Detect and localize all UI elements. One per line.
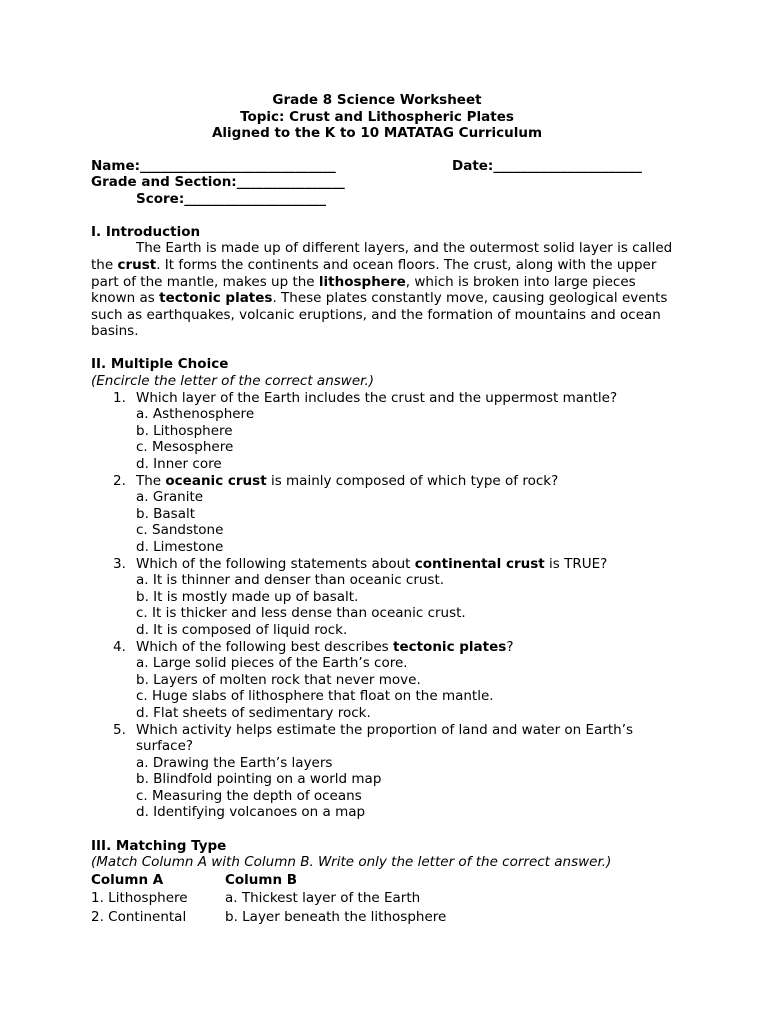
choice-d[interactable]: d. Inner core: [136, 456, 222, 472]
worksheet-title: Grade 8 Science Worksheet: [272, 92, 482, 108]
name-field[interactable]: Name:_____________________________: [91, 157, 336, 174]
choice-b[interactable]: b. Basalt: [136, 505, 196, 522]
column-a-header: Column A: [91, 871, 164, 888]
grade-section-field[interactable]: Grade and Section:________________: [91, 174, 345, 191]
introduction-section: [91, 240, 681, 340]
term-tectonic-plates: tectonic plates: [159, 290, 273, 307]
column-a-item: 2. Continental: [91, 908, 187, 925]
choice-c[interactable]: c. Sandstone: [136, 522, 224, 539]
question-4: [91, 639, 681, 722]
choice-a[interactable]: a. Asthenosphere: [136, 406, 255, 423]
matching-header-row: [91, 872, 446, 891]
question-2: [91, 473, 681, 556]
term-continental-crust: continental crust: [414, 555, 545, 572]
table-row: [91, 890, 446, 909]
choice-b[interactable]: b. Lithosphere: [136, 422, 233, 439]
matching-title: III. Matching Type: [91, 837, 227, 854]
question-3: [91, 556, 681, 639]
choice-a[interactable]: a. Granite: [136, 489, 204, 506]
choice-d[interactable]: d. Identifying volcanoes on a map: [136, 804, 366, 821]
question-text: Which layer of the Earth includes the crust and the uppermost mantle?: [136, 389, 618, 406]
choice-a[interactable]: a. Drawing the Earth’s layers: [136, 754, 333, 771]
choice-b[interactable]: b. It is mostly made up of basalt.: [136, 588, 359, 605]
score-field[interactable]: Score:_____________________: [136, 190, 326, 207]
choice-c[interactable]: c. Huge slabs of lithosphere that float on the mantle.: [136, 688, 494, 705]
worksheet-topic: Topic: Crust and Lithospheric Plates: [240, 108, 514, 125]
term-crust: crust: [117, 256, 157, 273]
question-text: The oceanic crust is mainly composed of which type of rock?: [136, 472, 559, 489]
term-tectonic-plates: tectonic plates: [392, 638, 507, 655]
table-row: [91, 909, 446, 928]
worksheet-curriculum: Aligned to the K to 10 MATATAG Curriculum: [211, 125, 543, 141]
choice-c[interactable]: c. Mesosphere: [136, 439, 234, 456]
multiple-choice-title: II. Multiple Choice: [91, 356, 229, 373]
column-b-header: Column B: [225, 871, 298, 888]
term-lithosphere: lithosphere: [318, 273, 406, 290]
question-text: Which of the following statements about continental crust is TRUE?: [136, 555, 608, 572]
choice-a[interactable]: a. It is thinner and denser than oceanic crust.: [136, 572, 445, 589]
column-b-item: a. Thickest layer of the Earth: [225, 890, 421, 907]
choice-d[interactable]: d. Flat sheets of sedimentary rock.: [136, 704, 371, 721]
multiple-choice-instruction: (Encircle the letter of the correct answer.): [91, 373, 375, 390]
question-number: 1.: [113, 389, 126, 406]
question-5: [91, 722, 681, 822]
term-oceanic-crust: oceanic crust: [165, 472, 267, 489]
choice-a[interactable]: a. Large solid pieces of the Earth’s core.: [136, 655, 408, 672]
introduction-paragraph: The Earth is made up of different layers, and the outermost solid layer is called the crust. It forms the continents and ocean floors. The crust, along with the upper part of the mantle, makes up the lithosphere, which is broken into large pieces known as tectonic plates. These plates constantly move, causing geological events such as earthquakes, volcanic eruptions, and the formation of mountains and ocean basins.: [91, 240, 673, 340]
choice-c[interactable]: c. Measuring the depth of oceans: [136, 787, 362, 804]
worksheet-page: [91, 92, 681, 927]
question-text: Which of the following best describes tectonic plates?: [136, 638, 514, 655]
date-field[interactable]: Date:______________________: [452, 157, 642, 174]
introduction-title: I. Introduction: [91, 223, 201, 240]
question-1: [91, 390, 681, 473]
worksheet-header: [73, 92, 681, 142]
question-number: 5.: [113, 721, 126, 738]
choice-c[interactable]: c. It is thicker and less dense than oceanic crust.: [136, 605, 466, 622]
choice-b[interactable]: b. Layers of molten rock that never move.: [136, 671, 421, 688]
column-a-item: 1. Lithosphere: [91, 890, 188, 907]
choice-d[interactable]: d. Limestone: [136, 538, 224, 555]
column-b-item: b. Layer beneath the lithosphere: [225, 908, 447, 925]
student-info-fields: [91, 158, 681, 208]
matching-instruction: (Match Column A with Column B. Write only the letter of the correct answer.): [91, 854, 612, 871]
choice-d[interactable]: d. It is composed of liquid rock.: [136, 621, 348, 638]
question-number: 4.: [113, 638, 126, 655]
question-text: Which activity helps estimate the proportion of land and water on Earth’s surface?: [136, 721, 634, 755]
choice-b[interactable]: b. Blindfold pointing on a world map: [136, 771, 382, 788]
question-number: 3.: [113, 555, 126, 572]
question-number: 2.: [113, 472, 126, 489]
multiple-choice-list: [91, 390, 681, 821]
matching-table: [91, 872, 446, 928]
